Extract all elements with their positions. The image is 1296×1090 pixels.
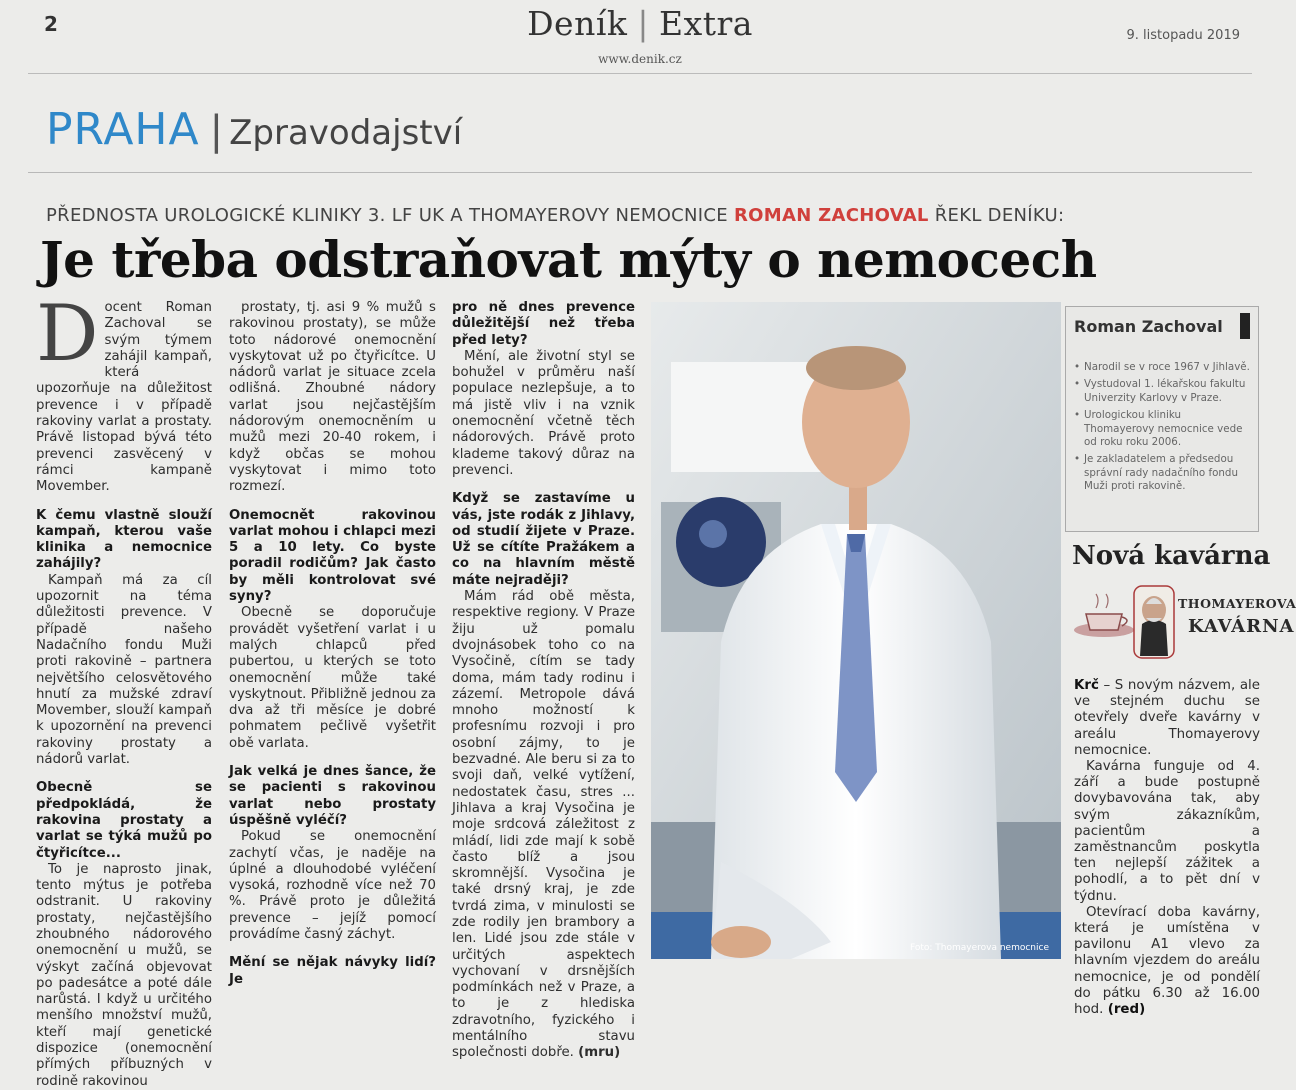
cafe-place: Krč bbox=[1074, 678, 1099, 693]
section-rule bbox=[28, 172, 1252, 173]
bio-item: • Je zakladatelem a předsedou správní rady nadačního fondu Muži proti rakovině. bbox=[1074, 453, 1250, 493]
kicker-prefix: PŘEDNOSTA UROLOGICKÉ KLINIKY 3. LF UK A THOMAYEROVY NEMOCNICE bbox=[46, 205, 734, 226]
doctor-portrait-photo bbox=[651, 302, 1061, 959]
website-link[interactable]: www.denik.cz bbox=[598, 52, 682, 66]
portrait-illustration bbox=[651, 302, 1061, 959]
bio-list bbox=[1074, 361, 1250, 498]
article-byline: (mru) bbox=[578, 1045, 621, 1061]
question-5-continued: pro ně dnes prevence důležitější než třeba před lety? bbox=[452, 300, 635, 348]
newspaper-masthead bbox=[0, 4, 1280, 43]
cafe-byline: (red) bbox=[1107, 1002, 1146, 1018]
section-city: PRAHA bbox=[46, 104, 200, 155]
cafe-paragraph-2: Kavárna funguje od 4. září a bude postupně dovybavována tak, aby svým zákazníkům, pacientům a zaměstnancům poskytla ten nejlepší zážitek a pohodlí, a to pět dní v týdnu. bbox=[1074, 759, 1260, 904]
question-5-start: Mění se nějak návyky lidí? Je bbox=[229, 955, 436, 987]
kicker-suffix: ŘEKL DENÍKU: bbox=[928, 205, 1065, 226]
question-6: Když se zastavíme u vás, jste rodák z Jihlavy, od studií žijete v Praze. Už se cítíte Pražákem a co na hlavním městě máte nejraději? bbox=[452, 491, 635, 588]
intro-text: ocent Roman Zachoval se svým týmem zahájil kampaň, která upozorňuje na důležitost prevence i v případě rakoviny varlat a prostaty. Právě listopad bývá této prevenci zasvěcený v rámci kampaně Movember. bbox=[36, 300, 212, 495]
issue-date: 9. listopadu 2019 bbox=[1126, 28, 1240, 43]
question-1: K čemu vlastně slouží kampaň, kterou vaše klinika a nemocnice zahájily? bbox=[36, 507, 212, 572]
answer-2: To je naprosto jinak, tento mýtus je potřeba odstranit. U rakoviny prostaty, nejčastějšího zhoubného nádorového onemocnění u mužů, se výskyt začíná objevovat po padesátce a poté dále narůstá. I když u určitého menšího množství mužů, kteří mají genetické dispozice (onemocnění přímých příbuzných v rodině rakovinou bbox=[36, 861, 212, 1089]
cafe-logo-line1: THOMAYEROVA bbox=[1178, 596, 1296, 611]
cafe-logo bbox=[1070, 580, 1296, 662]
bio-item: • Urologickou kliniku Thomayerovy nemocnice vede od roku roku 2006. bbox=[1074, 409, 1250, 449]
cafe-logo-line2: KAVÁRNA bbox=[1188, 616, 1295, 637]
answer-4: Pokud se onemocnění zachytí včas, je naděje na úplné a dlouhodobé vyléčení vysoká, rozhodně více než 70 %. Právě proto je důležitá prevence – jejíž pomocí provádíme časný záchyt. bbox=[229, 829, 436, 942]
page-number: 2 bbox=[44, 12, 58, 36]
article-headline: Je třeba odstraňovat mýty o nemocech bbox=[40, 230, 1097, 289]
header-rule bbox=[28, 73, 1252, 74]
cafe-article bbox=[1074, 678, 1260, 1018]
bio-sidebar bbox=[1065, 306, 1259, 532]
bio-title: Roman Zachoval bbox=[1074, 317, 1223, 336]
question-3: Onemocnět rakovinou varlat mohou i chlapci mezi 5 a 10 lety. Co byste poradil rodičům? Jak často by měli kontrolovat své syny? bbox=[229, 507, 436, 605]
intro-paragraph bbox=[36, 289, 212, 496]
kicker-name: ROMAN ZACHOVAL bbox=[733, 205, 929, 226]
section-heading bbox=[46, 104, 462, 155]
photo-credit: Foto: Thomayerova nemocnice bbox=[909, 943, 1049, 953]
article-column-3 bbox=[452, 300, 635, 1062]
bio-item: • Vystudoval 1. lékařskou fakultu Univerzity Karlovy v Praze. bbox=[1074, 378, 1250, 405]
cafe-paragraph-1-text: – S novým názvem, ale ve stejném duchu se otevřely dveře kavárny v areálu Thomayerovy nemocnice. bbox=[1074, 678, 1260, 758]
cafe-paragraph-3 bbox=[1074, 905, 1260, 1018]
article-column-2 bbox=[229, 300, 436, 988]
answer-2-continued: prostaty, tj. asi 9 % mužů s rakovinou prostaty), se může toto nádorové onemocnění vyskytovat už po čtyřicítce. U nádorů varlat je situace zcela odlišná. Zhoubné nádory varlat jsou nejčastějším nádorovým onemocněním u mužů mezi 20-40 rokem, i když občas se mohou vyskytovat i mimo toto rozmezí. bbox=[229, 300, 436, 495]
drop-cap: D bbox=[36, 289, 99, 379]
answer-3: Obecně se doporučuje provádět vyšetření varlat i u malých chlapců před pubertou, u kterých se toto onemocnění může také vyskytnout. Přibližně jednou za dva až tři měsíce je dobré pohmatem pečlivě vyšetřit obě varlata. bbox=[229, 605, 436, 751]
question-4: Jak velká je dnes šance, že se pacienti s rakovinou varlat nebo prostaty úspěšně vyléčí? bbox=[229, 764, 436, 828]
answer-1: Kampaň má za cíl upozornit na téma důležitosti prevence. V případě našeho Nadačního fondu Muži proti rakovině – partnera největšího celosvětového hnutí za mužské zdraví Movember, slouží kampaň k upozornění na prevenci rakoviny prostaty a nádorů varlat. bbox=[36, 572, 212, 768]
bio-item: • Narodil se v roce 1967 v Jihlavě. bbox=[1074, 361, 1250, 374]
section-divider: | bbox=[209, 108, 224, 154]
cafe-heading: Nová kavárna bbox=[1072, 541, 1271, 571]
answer-6 bbox=[452, 589, 635, 1062]
answer-5: Mění, ale životní styl se bohužel v průměru naší populace nezlepšuje, a to má jistě vliv i na vznik onemocnění včetně těch nádorových. Právě proto klademe takový důraz na prevenci. bbox=[452, 348, 635, 478]
cafe-paragraph-3-text: Otevírací doba kavárny, která je umístěna v pavilonu A1 vlevo za hlavním vjezdem do areálu nemocnice, je od pondělí do pátku 6.30 až 16.00 hod. bbox=[1074, 904, 1260, 1018]
brand-name: Deník bbox=[527, 4, 628, 43]
brand-section: Extra bbox=[659, 4, 753, 43]
masthead-divider: | bbox=[637, 4, 649, 43]
article-column-1 bbox=[36, 289, 212, 1090]
cafe-paragraph-1 bbox=[1074, 678, 1260, 759]
section-name: Zpravodajství bbox=[229, 113, 463, 153]
answer-6-text: Mám rád obě města, respektive regiony. V Praze žiju už pomalu dvojnásobek toho co na Vysočině, cítím se tady doma, mám tady rodinu i zázemí. Metropole dává mnoho možností k profesnímu rozvoji i pro osobní zájmy, to je bezvadné. Ale beru si za to svoji daň, velké vytížení, nedostatek času, stres ... Jihlava a kraj Vysočina je moje srdcová záležitost z mládí, lidi zde mají k sobě často blíž a jsou skromnější. Vysočina je také drsný kraj, je zde tvrdá zima, v minulosti se zde rodily jen brambory a len. Lidé jsou zde stále v určitých aspektech vychovaní v drsnějších podmínkách než v Praze, a to je z hlediska zdravotního, fyzického i mentálního stavu společnosti dobře. bbox=[452, 589, 635, 1061]
question-2: Obecně se předpokládá, že rakovina prostaty a varlat se týká mužů po čtyřicítce... bbox=[36, 780, 212, 861]
article-kicker bbox=[46, 205, 1064, 226]
bio-marker bbox=[1240, 313, 1250, 339]
